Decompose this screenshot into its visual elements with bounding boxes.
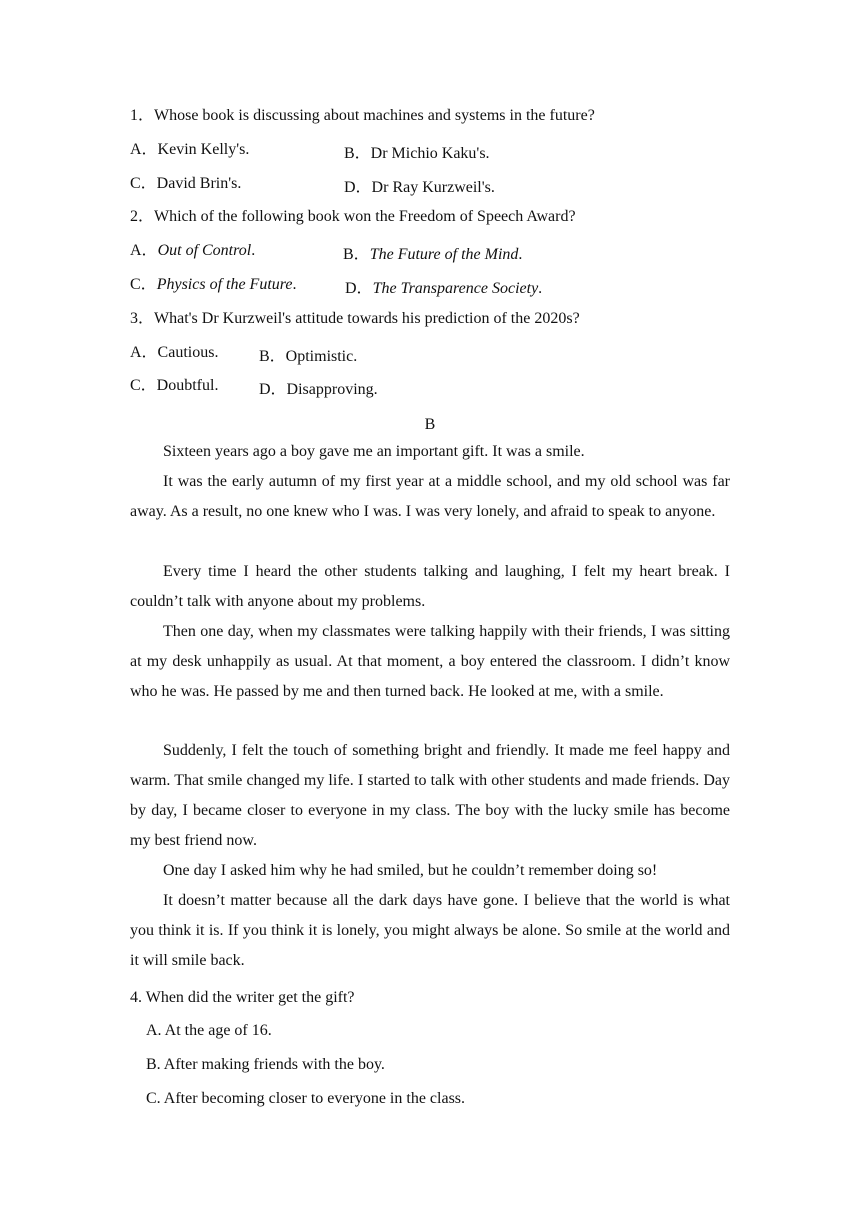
question-1-stem: 1．Whose book is discussing about machines and systems in the future? bbox=[130, 107, 595, 124]
question-1-option-d: D．Dr Ray Kurzweil's. bbox=[344, 179, 495, 196]
question-4-option-c: C. After becoming closer to everyone in the class. bbox=[146, 1090, 466, 1107]
question-4-stem: 4. When did the writer get the gift? bbox=[130, 989, 355, 1006]
question-3-option-a: A．Cautious. bbox=[130, 344, 219, 361]
question-3-option-b: B．Optimistic. bbox=[259, 348, 358, 365]
section-heading: B bbox=[424, 416, 436, 433]
question-2-stem: 2．Which of the following book won the Freedom of Speech Award? bbox=[130, 208, 576, 225]
passage-paragraph-7: It doesn’t matter because all the dark days have gone. I believe that the world is what you think it is. If you think it is lonely, you might always be alone. So smile at the world and it will smile back. bbox=[130, 892, 730, 969]
question-1-option-b: B．Dr Michio Kaku's. bbox=[344, 145, 490, 162]
question-1-option-c: C．David Brin's. bbox=[130, 175, 242, 192]
passage-paragraph-4: Then one day, when my classmates were talking happily with their friends, I was sitting at my desk unhappily as usual. At that moment, a boy entered the classroom. I didn’t know who he was. He passed by me and then turned back. He looked at me, with a smile. bbox=[130, 623, 730, 700]
question-4-option-b: B. After making friends with the boy. bbox=[146, 1056, 385, 1073]
question-2-option-b: B．The Future of the Mind. bbox=[343, 246, 523, 263]
passage-paragraph-3: Every time I heard the other students talking and laughing, I felt my heart break. I couldn’t talk with anyone about my problems. bbox=[130, 563, 730, 610]
question-4-option-a: A. At the age of 16. bbox=[146, 1022, 272, 1039]
question-2-option-a: A．Out of Control. bbox=[130, 242, 256, 259]
question-2-option-d: D．The Transparence Society. bbox=[345, 280, 543, 297]
passage-paragraph-2: It was the early autumn of my first year at a middle school, and my old school was far away. As a result, no one knew who I was. I was very lonely, and afraid to speak to anyone. bbox=[130, 473, 730, 520]
question-2-option-c: C．Physics of the Future. bbox=[130, 276, 297, 293]
question-1-option-a: A．Kevin Kelly's. bbox=[130, 141, 250, 158]
question-3-stem: 3．What's Dr Kurzweil's attitude towards his prediction of the 2020s? bbox=[130, 310, 580, 327]
question-3-option-c: C．Doubtful. bbox=[130, 377, 219, 394]
passage-paragraph-5: Suddenly, I felt the touch of something bright and friendly. It made me feel happy and warm. That smile changed my life. I started to talk with other students and made friends. Day by day, I became closer to everyone in my class. The boy with the lucky smile has become my best friend now. bbox=[130, 742, 730, 849]
question-3-option-d: D．Disapproving. bbox=[259, 381, 378, 398]
passage-paragraph-1: Sixteen years ago a boy gave me an important gift. It was a smile. bbox=[163, 443, 585, 460]
passage-paragraph-6: One day I asked him why he had smiled, but he couldn’t remember doing so! bbox=[163, 862, 658, 879]
